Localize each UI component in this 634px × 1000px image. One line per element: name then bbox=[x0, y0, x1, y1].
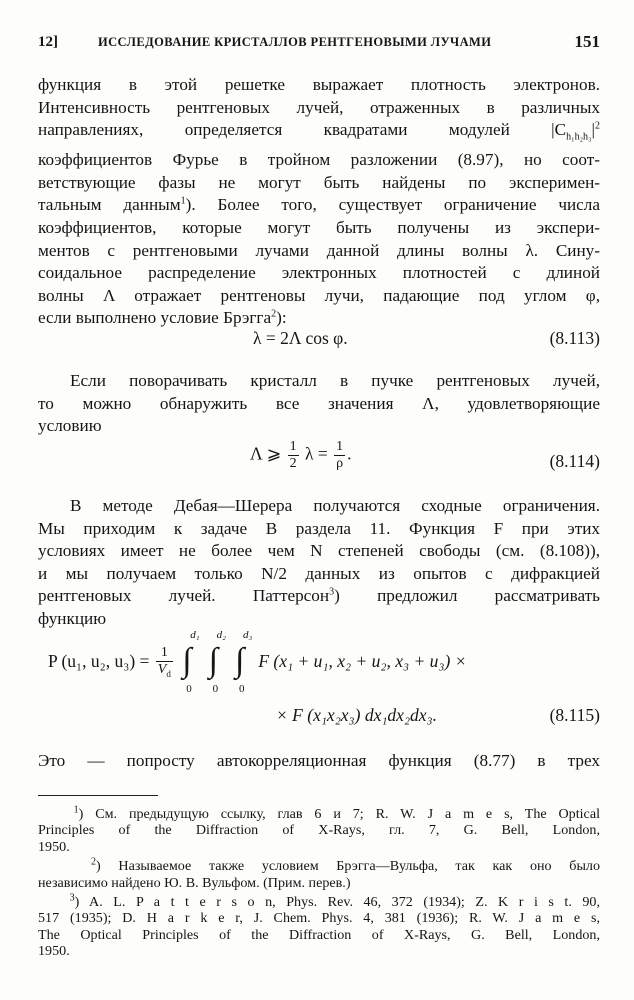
text-line: условиях имеет не более чем N степеней свободы (см. (8.108)), bbox=[38, 541, 600, 561]
paragraph-1 bbox=[38, 74, 600, 330]
footnote-line: 1950. bbox=[38, 838, 70, 855]
text-line: ментов с рентгеновыми лучами данной длины волны λ. Сину- bbox=[38, 240, 600, 260]
text-line: тальным данным$^1$). Более того, существует ограничение числа bbox=[38, 195, 601, 215]
footnote-ref: 3 bbox=[329, 586, 335, 598]
equation-lhs: P (u₁, u₂, u₃) = bbox=[48, 651, 150, 672]
footnote-line: $^2$) Называемое также условием Брэгга—Вульфа, так как оно было bbox=[91, 856, 600, 875]
footnote-divider bbox=[38, 795, 158, 796]
fraction-one-over-vd: $\frac{1}{V_d}$ bbox=[157, 644, 171, 679]
fraction-one-over-rho: $\frac{1}{\rho}$ bbox=[336, 439, 344, 471]
text-line: Мы приходим к задаче В раздела 11. Функция F при этих bbox=[38, 518, 600, 538]
chapter-title: ИССЛЕДОВАНИЕ КРИСТАЛЛОВ РЕНТГЕНОВЫМИ ЛУЧАМИ bbox=[98, 35, 492, 49]
footnote-1 bbox=[38, 806, 600, 855]
text-line: если выполнено условие Брэгга$^2$): bbox=[38, 308, 287, 328]
running-header bbox=[38, 32, 600, 56]
fraction-one-half: $\frac{1}{2}$ bbox=[289, 439, 297, 471]
text-line: коэффициентов Фурье в тройном разложении (8.97), но соот- bbox=[38, 150, 600, 170]
footnote-line: $^1$) См. предыдущую ссылку, глав 6 и 7; R. W. J a m e s, The Optical bbox=[73, 804, 600, 822]
equation-number: (8.113) bbox=[549, 328, 600, 348]
equation-formula-line-1 bbox=[48, 629, 467, 695]
footnote-ref: 2 bbox=[271, 308, 277, 320]
footnote-line: 1950. bbox=[38, 943, 70, 960]
integral-sign: ∫ d₂ 0 bbox=[208, 629, 226, 695]
footnote-line: независимо найдено Ю. В. Вульфом. (Прим. перев.) bbox=[38, 874, 351, 891]
footnote-line: 517 (1935); D. H a r k e r, J. Chem. Phys. 4, 381 (1936); R. W. J a m e s, bbox=[38, 910, 600, 927]
text-line: ветствующие фазы не могут быть найдены по эксперимен- bbox=[38, 172, 600, 192]
fourier-index-subscript: h₁h₂h₃ bbox=[566, 131, 592, 143]
equation-8-114 bbox=[38, 437, 600, 487]
integral-sign: ∫ d₁ 0 bbox=[182, 629, 200, 695]
text-line: волны Λ отражает рентгеновы лучи, падающие под углом φ, bbox=[38, 285, 600, 305]
text-line: функцию bbox=[38, 608, 107, 628]
text-line: условию bbox=[38, 416, 102, 436]
text-line: Это — попросту автокорреляционная функция (8.77) в трех bbox=[38, 751, 600, 770]
text-line: функция в этой решетке выражает плотность электронов. bbox=[38, 75, 600, 94]
footnote-line: Principles of the Diffraction of X-Rays, гл. 7, G. Bell, London, bbox=[38, 822, 600, 839]
text-line: направлениях, определяется квадратами модулей $|C_{h_1h_2h_3}|^2$ bbox=[38, 120, 600, 143]
equation-8-115 bbox=[38, 629, 600, 745]
equation-formula-line-2: × F (x₁x₂x₃) dx₁dx₂dx₃. bbox=[276, 705, 438, 725]
text-line: коэффициентов, которые могут быть получены из экспери- bbox=[38, 218, 600, 237]
equation-formula: λ = 2Λ cos φ. bbox=[253, 328, 348, 348]
text-line: Если поворачивать кристалл в пучке рентгеновых лучей, bbox=[70, 371, 600, 390]
section-number: 12] bbox=[38, 34, 58, 50]
text-line: соидальное распределение электронных плотностей с длиной bbox=[38, 263, 600, 283]
footnote-ref: 1 bbox=[180, 195, 186, 207]
paragraph-2 bbox=[38, 370, 600, 438]
page-number: 151 bbox=[574, 32, 600, 51]
text-line: В методе Дебая—Шерера получаются сходные ограничения. bbox=[70, 496, 600, 515]
footnote-3 bbox=[38, 894, 600, 960]
text-line: и мы получаем только N/2 данных из опытов с дифракцией bbox=[38, 563, 600, 583]
footnotes bbox=[38, 806, 600, 963]
text-line: Интенсивность рентгеновых лучей, отраженных в различных bbox=[38, 97, 600, 117]
text-line: то можно обнаружить все значения Λ, удовлетворяющие bbox=[38, 393, 600, 413]
equation-number: (8.114) bbox=[549, 451, 600, 471]
footnote-line: The Optical Principles of the Diffraction of X-Rays, G. Bell, London, bbox=[38, 926, 600, 943]
integral-sign: ∫ d₃ 0 bbox=[234, 629, 253, 695]
text-line: рентгеновых лучей. Паттерсон$^3$) предложил рассматривать bbox=[38, 586, 600, 606]
squared-superscript: 2 bbox=[595, 120, 600, 132]
integrand: F (x₁ + u₁, x₂ + u₂, x₃ + u₃) × bbox=[258, 651, 467, 672]
footnote-line: $^3$) A. L. P a t t e r s o n, Phys. Rev. 46, 372 (1934); Z. K r i s t. 90, bbox=[69, 892, 601, 911]
paragraph-3 bbox=[38, 495, 600, 631]
equation-formula: Λ ⩾ $\frac{1}{2}$ λ = $\frac{1}{\rho}$ . bbox=[250, 439, 352, 471]
footnote-2 bbox=[38, 858, 600, 891]
equation-number: (8.115) bbox=[549, 705, 600, 725]
paragraph-4 bbox=[38, 750, 600, 773]
